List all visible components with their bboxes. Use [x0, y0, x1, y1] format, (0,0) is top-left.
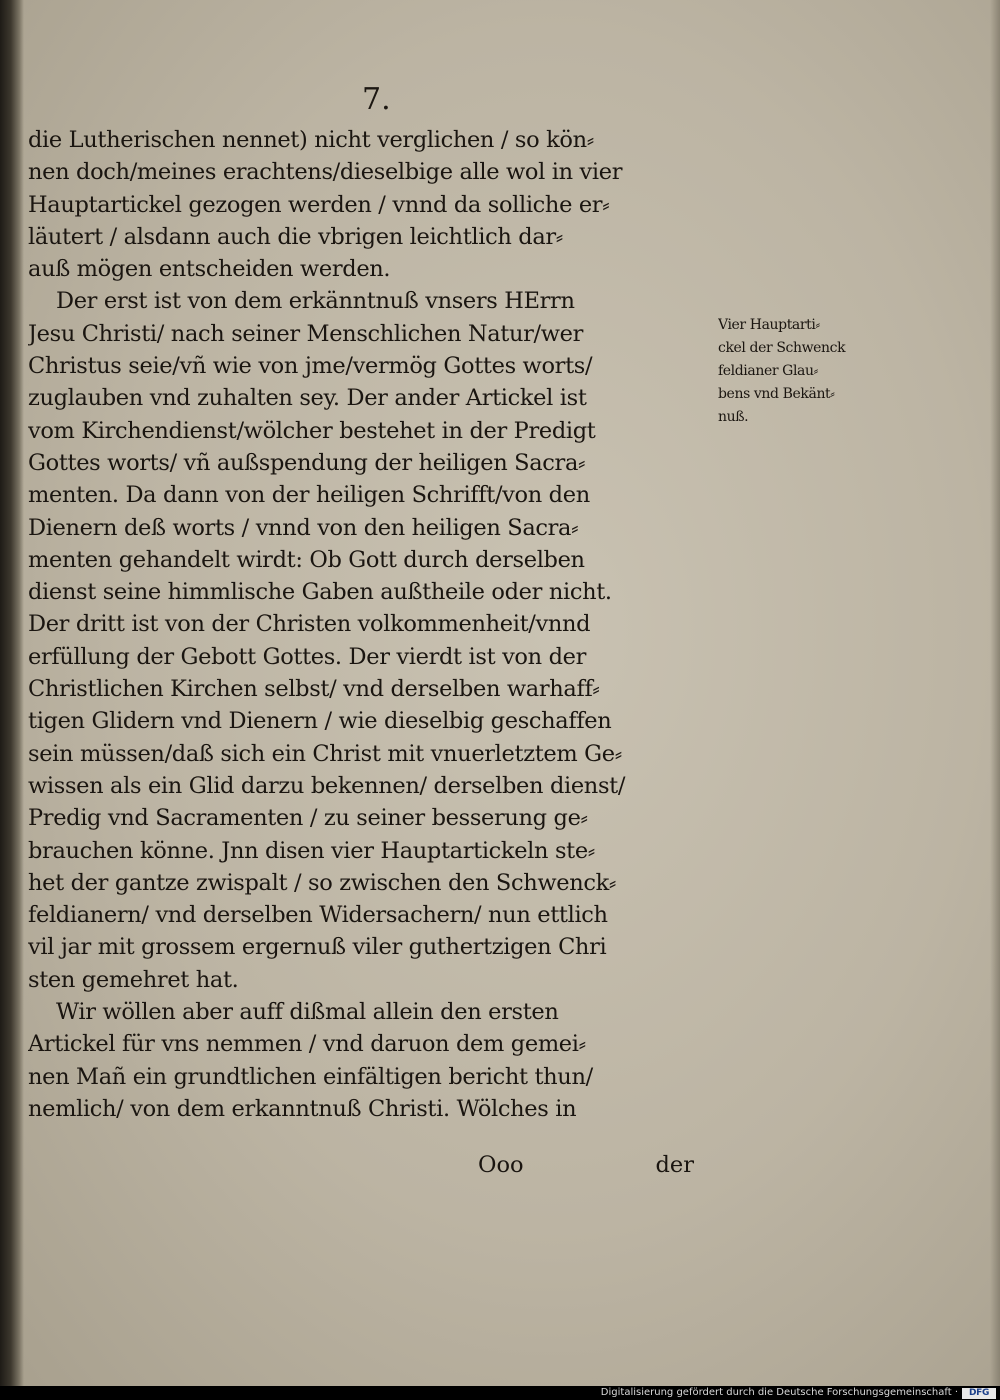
text-line: läutert / alsdann auch die vbrigen leichtlich dar⸗ [28, 223, 563, 250]
text-line: vom Kirchendienst/wölcher bestehet in der Predigt [28, 417, 596, 444]
text-line: nemlich/ von dem erkanntnuß Christi. Wölches in [28, 1095, 577, 1122]
text-line: brauchen könne. Jnn disen vier Hauptartickeln ste⸗ [28, 837, 595, 864]
text-line: het der gantze zwispalt / so zwischen den Schwenck⸗ [28, 869, 617, 896]
text-line: sten gemehret hat. [28, 966, 239, 993]
text-line: Gottes worts/ vñ außspendung der heiligen Sacra⸗ [28, 449, 586, 476]
text-line: Dienern deß worts / vnnd von den heiligen Sacra⸗ [28, 514, 579, 541]
marginal-note-line: nuß. [718, 409, 749, 425]
marginal-note-line: bens vnd Bekänt⸗ [718, 386, 835, 402]
text-line: sein müssen/daß sich ein Christ mit vnuerletztem Ge⸗ [28, 740, 622, 767]
main-text-block [28, 124, 708, 1125]
marginal-note-line: feldianer Glau⸗ [718, 363, 818, 379]
marginal-note-line: Vier Hauptarti⸗ [718, 317, 820, 333]
text-line: vil jar mit grossem ergernuß viler guthertzigen Chri [28, 934, 607, 961]
page-binding-edge [0, 0, 24, 1400]
text-line: menten gehandelt wirdt: Ob Gott durch derselben [28, 546, 585, 573]
text-line: menten. Da dann von der heiligen Schrifft/von den [28, 482, 590, 509]
text-line: nen doch/meines erachtens/dieselbige alle wol in vier [28, 159, 623, 186]
text-line: Hauptartickel gezogen werden / vnnd da solliche er⸗ [28, 191, 610, 218]
funding-footer [0, 1386, 1000, 1400]
signature-mark: Ooo [478, 1152, 524, 1178]
text-line: Christlichen Kirchen selbst/ vnd derselben warhaff⸗ [28, 676, 600, 703]
paragraph-start-line: Der erst ist von dem erkänntnuß vnsers HErrn [56, 288, 575, 315]
text-line: wissen als ein Glid darzu bekennen/ derselben dienst/ [28, 772, 626, 799]
text-line: die Lutherischen nennet) nicht verglichen / so kön⸗ [28, 127, 594, 153]
page-foot-line [478, 1152, 700, 1184]
catchword: der [655, 1152, 694, 1178]
paragraph-start-line: Wir wöllen aber auff dißmal allein den ersten [56, 999, 559, 1026]
text-line: Predig vnd Sacramenten / zu seiner besserung ge⸗ [28, 805, 588, 832]
text-line: zuglauben vnd zuhalten sey. Der ander Artickel ist [28, 385, 587, 412]
text-line: feldianern/ vnd derselben Widersachern/ nun ettlich [28, 902, 608, 929]
text-line: auß mögen entscheiden werden. [28, 256, 391, 283]
text-line: Christus seie/vñ wie von jme/vermög Gottes worts/ [28, 353, 593, 380]
text-line: Der dritt ist von der Christen volkommenheit/vnnd [28, 611, 591, 638]
page-number: 7. [362, 82, 391, 117]
text-line: tigen Glidern vnd Dienern / wie dieselbig geschaffen [28, 708, 612, 735]
text-line: nen Mañ ein grundtlichen einfältigen bericht thun/ [28, 1063, 593, 1090]
marginal-note [718, 314, 886, 429]
funding-credit: Digitalisierung gefördert durch die Deutsche Forschungsgemeinschaft · [600, 1387, 958, 1398]
dfg-logo: DFG [962, 1388, 996, 1399]
marginal-note-line: ckel der Schwenck [718, 340, 846, 356]
text-line: erfüllung der Gebott Gottes. Der vierdt ist von der [28, 643, 586, 670]
text-line: Jesu Christi/ nach seiner Menschlichen Natur/wer [28, 320, 584, 347]
page-right-edge [990, 0, 1000, 1400]
text-line: dienst seine himmlische Gaben außtheile oder nicht. [28, 579, 612, 606]
text-line: Artickel für vns nemmen / vnd daruon dem gemei⸗ [28, 1031, 586, 1058]
